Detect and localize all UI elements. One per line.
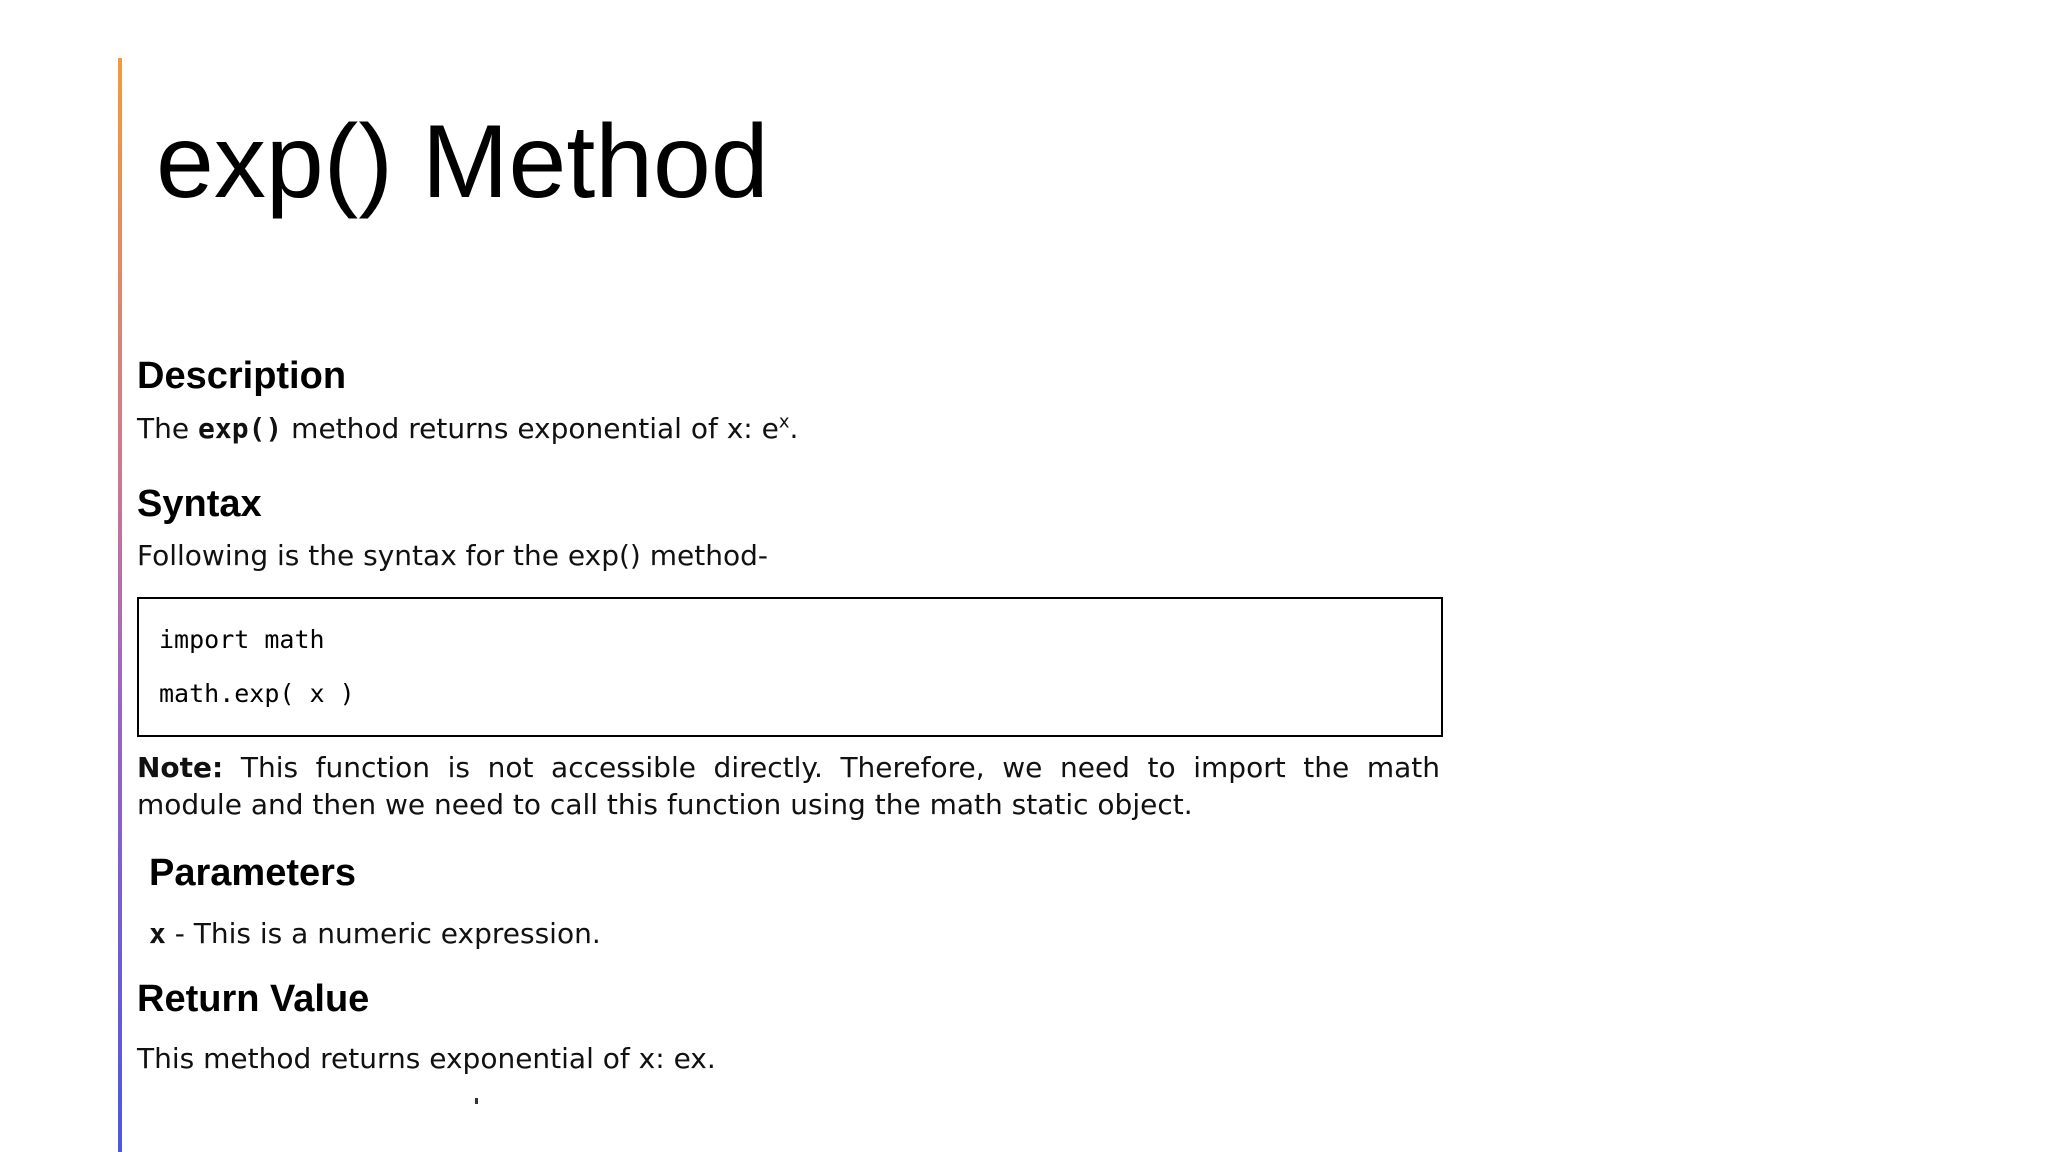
param-description: - This is a numeric expression. <box>165 916 601 950</box>
syntax-heading: Syntax <box>137 482 262 525</box>
stray-mark <box>475 1098 478 1104</box>
note-body: This function is not accessible directly. Therefore, we need to import the math module and then we need to call this function using the math static object. <box>137 751 1440 822</box>
description-text <box>137 410 1447 448</box>
description-superscript: x <box>778 411 790 433</box>
parameters-heading: Parameters <box>149 852 357 895</box>
code-block <box>137 597 1443 737</box>
parameters-text <box>149 915 1447 953</box>
return-value-heading: Return Value <box>137 977 370 1020</box>
code-line: import math <box>159 625 325 655</box>
description-mid: method returns exponential of x: e <box>282 411 779 445</box>
note-text <box>137 749 1440 823</box>
content-area <box>137 340 1447 1078</box>
syntax-text: Following is the syntax for the exp() method- <box>137 539 768 573</box>
code-line: math.exp( x ) <box>159 679 355 709</box>
accent-bar <box>118 58 122 1152</box>
param-name: x <box>149 916 166 950</box>
description-prefix: The <box>137 411 198 445</box>
description-heading: Description <box>137 355 347 397</box>
page-title: exp() Method <box>156 104 769 220</box>
description-suffix: . <box>789 411 799 445</box>
note-label: Note: <box>137 751 224 785</box>
method-name: exp() <box>197 411 283 445</box>
return-value-text: This method returns exponential of x: ex. <box>137 1042 716 1076</box>
